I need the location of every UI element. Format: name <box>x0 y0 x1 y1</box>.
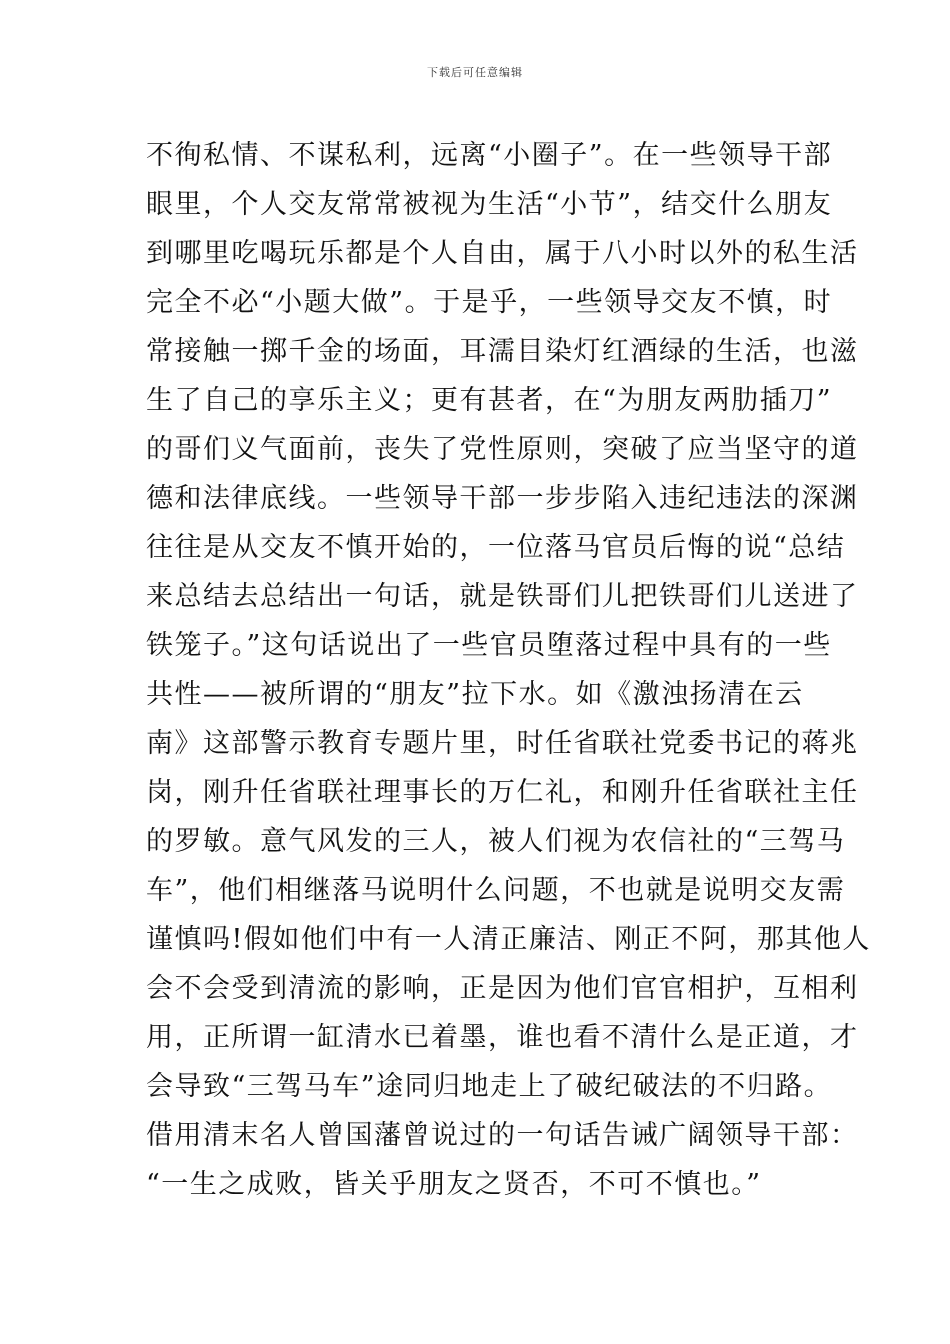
page-header: 下载后可任意编辑 <box>427 66 523 79</box>
text-line: 完全不必“小题大做”。于是乎，一些领导交友不慎，时 <box>146 287 833 318</box>
text-line: 眼里，个人交友常常被视为生活“小节”，结交什么朋友 <box>146 189 833 220</box>
text-line: 到哪里吃喝玩乐都是个人自由，属于八小时以外的私生活 <box>146 238 859 269</box>
text-line: 的哥们义气面前，丧失了党性原则，突破了应当坚守的道 <box>146 434 859 465</box>
body-paragraph <box>146 131 871 1209</box>
text-line: 南》这部警示教育专题片里，时任省联社党委书记的蒋兆 <box>146 728 859 759</box>
text-line: 生了自己的享乐主义；更有甚者，在“为朋友两肋插刀” <box>146 385 833 416</box>
text-line: 的罗敏。意气风发的三人，被人们视为农信社的“三驾马 <box>146 826 846 857</box>
text-line: 车”，他们相继落马说明什么问题，不也就是说明交友需 <box>146 875 846 906</box>
text-line: 共性——被所谓的“朋友”拉下水。如《激浊扬清在云 <box>146 679 804 710</box>
text-line: 常接触一掷千金的场面，耳濡目染灯红酒绿的生活，也滋 <box>146 336 859 367</box>
text-line: 谨慎吗!假如他们中有一人清正廉洁、刚正不阿，那其他人 <box>146 924 871 955</box>
text-line: 会不会受到清流的影响，正是因为他们官官相护，互相利 <box>146 973 859 1004</box>
text-line: “一生之成败，皆关乎朋友之贤否，不可不慎也。” <box>146 1169 762 1200</box>
text-line: 会导致“三驾马车”途同归地走上了破纪破法的不归路。 <box>146 1071 833 1102</box>
text-line: 借用清末名人曾国藩曾说过的一句话告诫广阔领导干部： <box>146 1120 859 1151</box>
text-line: 岗，刚升任省联社理事长的万仁礼，和刚升任省联社主任 <box>146 777 859 808</box>
text-line: 铁笼子。”这句话说出了一些官员堕落过程中具有的一些 <box>146 630 832 661</box>
text-line: 来总结去总结出一句话，就是铁哥们儿把铁哥们儿送进了 <box>146 581 859 612</box>
text-line: 往往是从交友不慎开始的，一位落马官员后悔的说“总结 <box>146 532 846 563</box>
text-line: 德和法律底线。一些领导干部一步步陷入违纪违法的深渊 <box>146 483 859 514</box>
text-line: 不徇私情、不谋私利，远离“小圈子”。在一些领导干部 <box>146 140 833 171</box>
text-line: 用，正所谓一缸清水已着墨，谁也看不清什么是正道，才 <box>146 1022 859 1053</box>
